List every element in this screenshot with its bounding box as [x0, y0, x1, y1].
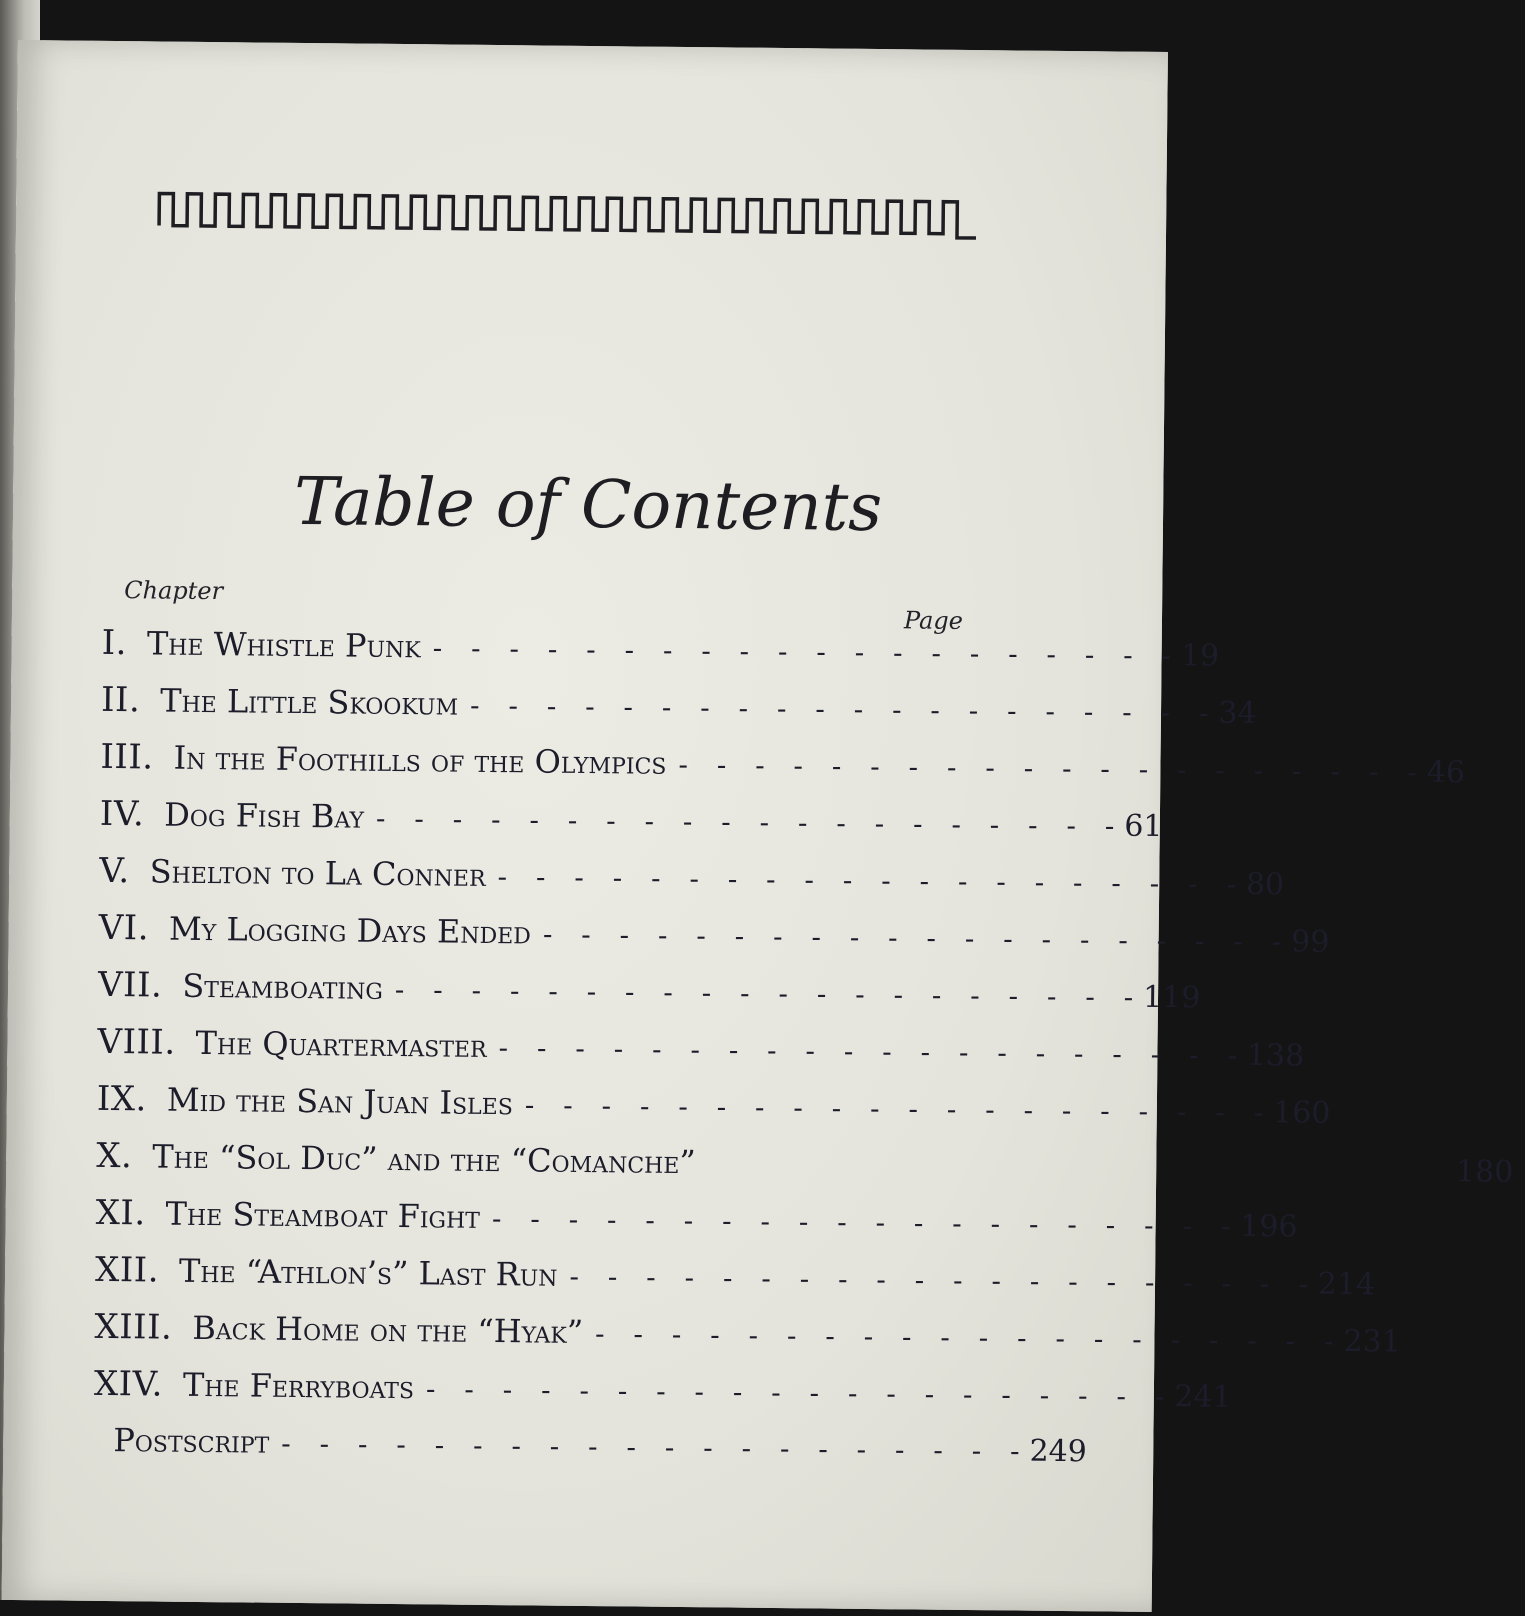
chapter-title: The Little Skookum [160, 681, 459, 723]
page-number: 231 [1343, 1323, 1401, 1360]
dot-leader: - - - - - - - - - - - - - - - - - - - - [594, 1317, 1344, 1358]
chapter-number: V. [99, 850, 130, 892]
dot-leader: - - - - - - - - - - - - - - - - - - - - [394, 972, 1144, 1014]
chapter-number: VII. [97, 964, 163, 1006]
dot-leader: - - - - - - - - - - - - - - - - - - - - [425, 1372, 1175, 1414]
dot-leader: - - - - - - - - - - - - - - - - - - - - [497, 860, 1247, 901]
toc-entry [101, 622, 1220, 689]
chapter-number: XIV. [93, 1363, 164, 1405]
chapter-number: XII. [94, 1249, 160, 1291]
dot-leader: - - - - - - - - - - - - - - - - - - - - [375, 801, 1125, 843]
page-number: 19 [1180, 638, 1220, 674]
toc-entry [97, 1021, 1305, 1088]
chapter-title: In the Foothills of the Olympics [173, 738, 667, 782]
page-number: 241 [1174, 1379, 1232, 1415]
dot-leader: - - - - - - - - - - - - - - - - - - - - [491, 1202, 1241, 1243]
dot-leader: - - - - - - - - - - - - - - - - - - - - [678, 747, 1427, 789]
chapter-number: XIII. [94, 1306, 173, 1348]
page-number: 180 [1455, 1154, 1514, 1190]
page-number: 80 [1245, 866, 1285, 903]
page-number: 196 [1240, 1208, 1298, 1245]
page-number: 34 [1218, 695, 1257, 732]
page-number: 119 [1142, 979, 1201, 1016]
page-title: Table of Contents [293, 462, 883, 547]
dot-leader: - - - - - - - - - - - - - - - - - - - - [524, 1088, 1274, 1130]
chapter-title: Dog Fish Bay [164, 795, 365, 836]
page-number: 138 [1246, 1037, 1305, 1074]
chapter-title: Postscript [113, 1421, 270, 1461]
page-number: 46 [1426, 754, 1466, 791]
chapter-title: Back Home on the “Hyak” [192, 1308, 584, 1351]
chapter-title: The “Sol Duc” and the “Comanche” [152, 1137, 696, 1182]
chapter-title: The Whistle Punk [146, 624, 421, 666]
dot-leader: - - - - - - - - - - - - - - - - - - - - [542, 917, 1292, 959]
chapter-number: IV. [99, 793, 145, 835]
toc-entry [96, 1078, 1331, 1145]
dot-leader: - - - - - - - - - - - - - - - - - - - - [281, 1426, 1030, 1468]
toc-entry [95, 1192, 1298, 1259]
toc-entry [94, 1249, 1376, 1316]
chapter-title: Shelton to La Conner [149, 852, 486, 894]
chapter-title: The Ferryboats [182, 1365, 415, 1407]
dot-leader: - - - - - - - - - - - - - - - - - - - - [498, 1031, 1248, 1072]
chapter-number: II. [100, 679, 141, 721]
chapter-title: Mid the San Juan Isles [166, 1080, 514, 1123]
chapter-number: VIII. [97, 1021, 176, 1063]
chapter-title: The Quartermaster [195, 1023, 487, 1065]
chapter-number: IX. [96, 1078, 148, 1120]
chapter-title: The Steamboat Fight [165, 1194, 481, 1236]
chapter-number: XI. [95, 1192, 146, 1234]
chapter-title: Steamboating [182, 966, 384, 1007]
page-number: 249 [1029, 1433, 1088, 1470]
toc-entry [100, 736, 1466, 803]
dot-leader: - - - - - - - - - - - - - - - - - - - - [569, 1259, 1318, 1301]
page-number: 214 [1317, 1266, 1376, 1303]
page-number: 61 [1124, 808, 1163, 845]
chapter-number: X. [96, 1135, 133, 1177]
page-column-header: Page [903, 606, 964, 635]
chapter-number: III. [100, 736, 154, 778]
toc-entry [98, 907, 1330, 974]
dot-leader: - - - - - - - - - - - - - - - - - - - - [432, 631, 1182, 673]
chapter-column-header: Chapter [124, 576, 224, 606]
book-page [2, 40, 1514, 1612]
dot-leader: - - - - - - - - - - - - - - - - - - - - [469, 688, 1219, 730]
chapter-number: I. [101, 622, 128, 664]
chapter-title: The “Athlon’s” Last Run [178, 1251, 558, 1294]
chapter-number: VI. [98, 907, 150, 949]
toc-entry [99, 850, 1285, 917]
toc-entry [97, 964, 1201, 1031]
toc-entry [94, 1306, 1401, 1373]
toc-entry [100, 679, 1257, 746]
greek-key-ornament [151, 181, 982, 250]
chapter-title: My Logging Days Ended [168, 909, 532, 952]
toc-entry [96, 1135, 1514, 1202]
page-number: 99 [1291, 924, 1330, 960]
toc-entry [99, 793, 1163, 860]
toc-list [93, 622, 1514, 1487]
page-number: 160 [1272, 1095, 1331, 1131]
toc-entry [93, 1421, 1088, 1487]
toc-entry [93, 1363, 1232, 1430]
